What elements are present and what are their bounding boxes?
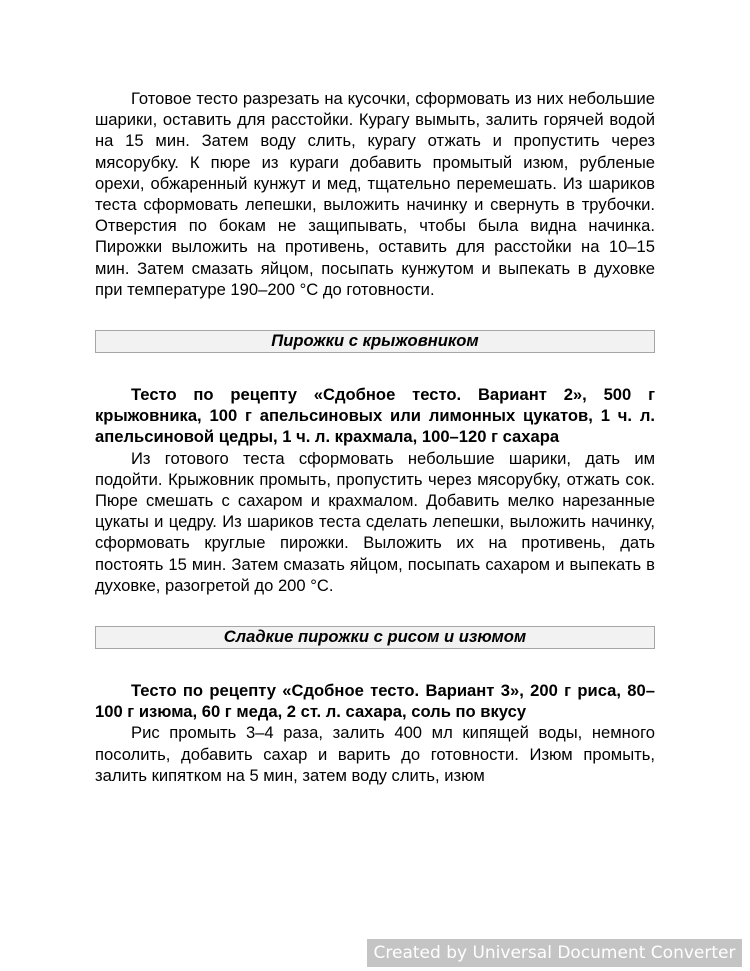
intro-paragraph: Готовое тесто разрезать на кусочки, сформовать из них небольшие шарики, оставить для расстойки. Курагу вымыть, залить горячей водой на 15 мин. Затем воду слить, курагу отжать и пропустить через мясорубку. К пюре из кураги добавить промытый изюм, рубленые орехи, обжаренный кунжут и мед, тщательно перемешать. Из шариков теста сформовать лепешки, выложить начинку и свернуть в трубочки. Отверстия по бокам не защипывать, чтобы была видна начинка. Пирожки выложить на противень, оставить для расстойки на 10–15 мин. Затем смазать яйцом, посыпать кунжутом и выпекать в духовке при температуре 190–200 °C до готовности. [95, 89, 655, 299]
spacer [95, 300, 655, 330]
recipe-title-gooseberry: Пирожки с крыжовником [95, 330, 655, 353]
document-page [95, 88, 655, 786]
recipe-title-rice-raisin: Сладкие пирожки с рисом и изюмом [95, 626, 655, 649]
recipe-ingredients-rice-raisin: Тесто по рецепту «Сдобное тесто. Вариант 3», 200 г риса, 80–100 г изюма, 60 г меда, 2 ст. л. сахара, соль по вкусу [95, 681, 655, 722]
recipe-instructions-gooseberry: Из готового теста сформовать небольшие шарики, дать им подойти. Крыжовник промыть, пропустить через мясорубку, отжать сок. Пюре смешать с сахаром и крахмалом. Добавить мелко нарезанные цукаты и цедру. Из шариков теста сделать лепешки, выложить начинку, сформовать круглые пирожки. Выложить их на противень, дать постоять 15 мин. Затем смазать яйцом, посыпать сахаром и выпекать в духовке, разогретой до 200 °C. [95, 448, 655, 595]
recipe-instructions-rice-raisin: Рис промыть 3–4 раза, залить 400 мл кипящей воды, немного посолить, добавить сахар и варить до готовности. Изюм промыть, залить кипятком на 5 мин, затем воду слить, изюм [95, 723, 655, 785]
watermark-banner: Created by Universal Document Converter [367, 939, 742, 967]
spacer [95, 353, 655, 384]
recipe-ingredients-gooseberry: Тесто по рецепту «Сдобное тесто. Вариант 2», 500 г крыжовника, 100 г апельсиновых или лимонных цукатов, 1 ч. л. апельсиновой цедры, 1 ч. л. крахмала, 100–120 г сахара [95, 385, 655, 447]
spacer [95, 649, 655, 680]
spacer [95, 596, 655, 626]
